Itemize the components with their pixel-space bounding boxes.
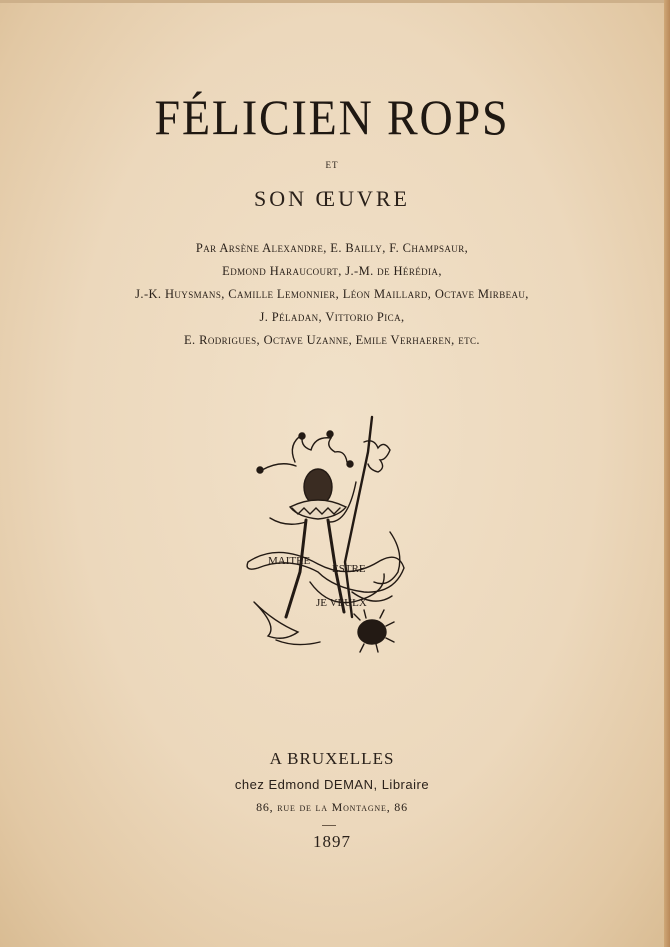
- imprint-year: 1897: [313, 832, 351, 851]
- author-line: J.-K. Huysmans, Camille Lemonnier, Léon Maillard, Octave Mirbeau,: [135, 287, 529, 301]
- author-line: Par Arsène Alexandre, E. Bailly, F. Champsaur,: [195, 241, 469, 255]
- book-subtitle: SON ŒUVRE: [254, 186, 410, 211]
- page-top-edge: [0, 0, 670, 3]
- author-line: Edmond Haraucourt, J.-M. de Hérédia,: [222, 264, 442, 278]
- author-line: E. Rodrigues, Octave Uzanne, Emile Verhaeren, etc.: [184, 333, 480, 347]
- divider-rule: [322, 825, 336, 826]
- page-right-edge: [664, 0, 670, 947]
- book-title: FÉLICIEN ROPS: [154, 89, 510, 145]
- title-conjunction: ET: [325, 160, 339, 170]
- imprint-publisher: chez Edmond DEMAN, Libraire: [234, 777, 430, 792]
- imprint-place: A BRUXELLES: [269, 749, 395, 768]
- jester-vignette-icon: [240, 412, 410, 662]
- banner-word: MAITRE: [268, 555, 311, 567]
- author-list: [0, 237, 664, 352]
- banner-word: ESTRE: [332, 563, 366, 575]
- imprint-address: 86, rue de la Montagne, 86: [256, 800, 408, 814]
- banner-word: JE VEULX: [316, 597, 367, 609]
- author-line: J. Péladan, Vittorio Pica,: [259, 310, 405, 324]
